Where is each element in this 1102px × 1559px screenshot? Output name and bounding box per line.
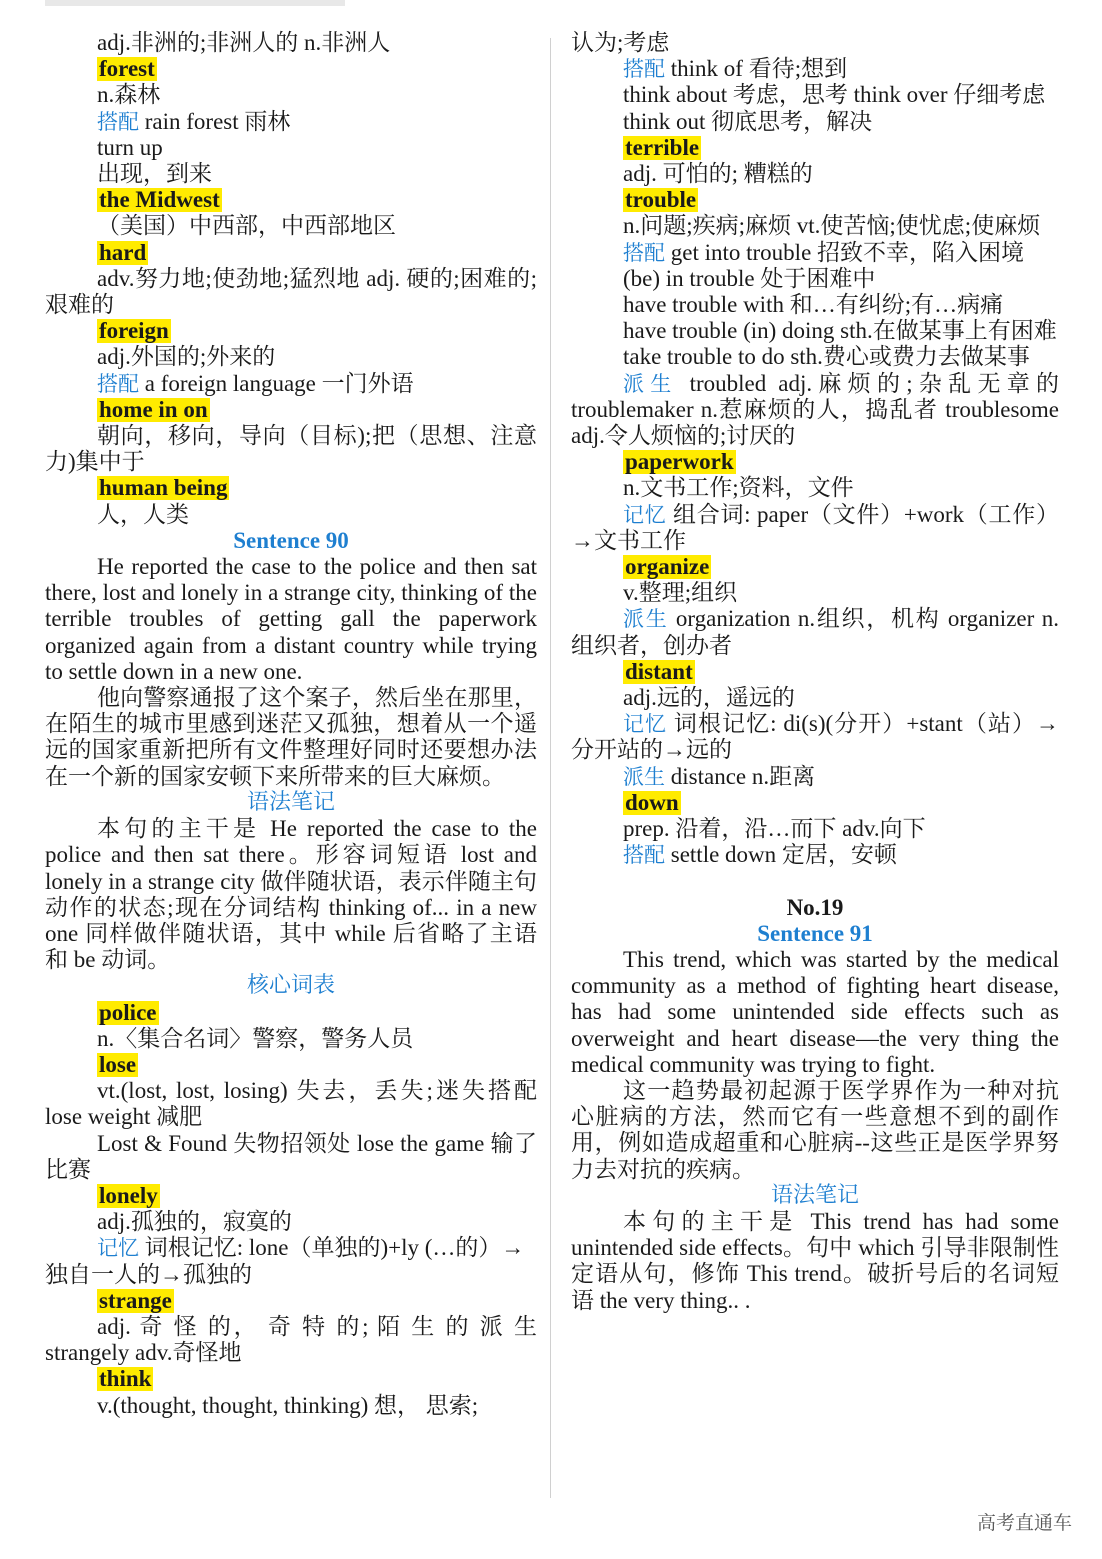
entry-line: adj.孤独的，寂寞的 [97, 1209, 292, 1235]
entry-line: a foreign language 一门外语 [139, 370, 414, 396]
grammar-notes-text: 本句的主干是 This trend has had some unintended side effects。句中 which 引导非限制性定语从句，修饰 This trend。破折号后的名词短语 the very thing.. . [571, 1208, 1059, 1313]
core-vocab-title: 核心词表 [246, 973, 335, 999]
entry-line: get into trouble 招致不幸，陷入困境 [665, 239, 1025, 265]
entry-line: have trouble (in) doing sth.在做某事上有困难 [623, 318, 1057, 344]
sentence-91-english: This trend, which was started by the medical community as a method of fighting heart disease, has had some unintended side effects such as overweight and heart disease—the very thing the medical community was trying to fight. [571, 946, 1059, 1077]
headword-strange: strange [99, 1287, 172, 1313]
cropped-header-strip [45, 0, 345, 6]
label-memory: 记忆 [623, 502, 667, 527]
entry-line: adj.外国的;外来的 [97, 344, 276, 370]
entry-line: distance n.距离 [665, 763, 816, 789]
label-collocation: 搭配 [97, 371, 139, 396]
label-memory: 记忆 [623, 712, 668, 737]
label-collocation: 搭配 [623, 57, 665, 82]
entry-line: n.森林 [97, 82, 161, 108]
entry-line: n.文书工作;资料，文件 [623, 475, 854, 501]
sentence-90-chinese: 他向警察通报了这个案子，然后坐在那里，在陌生的城市里感到迷茫又孤独，想着从一个遥远的国家重新把所有文件整理好同时还要想办法在一个新的国家安顿下来所带来的巨大麻烦。 [45, 685, 537, 789]
headword-terrible: terrible [625, 134, 700, 160]
label-collocation: 搭配 [623, 843, 665, 868]
headword-foreign: foreign [99, 318, 169, 344]
entry-line: turn up [97, 134, 163, 160]
entry-line: think out 彻底思考，解决 [623, 108, 873, 134]
column-divider [550, 38, 551, 1498]
label-collocation: 搭配 [623, 240, 665, 265]
entry-line: 出现，到来 [97, 161, 212, 187]
entry-line: adj.非洲的;非洲人的 n.非洲人 [97, 30, 391, 55]
headword-trouble: trouble [625, 187, 697, 213]
headword-police: police [99, 999, 157, 1025]
entry-line: 词根记忆: di(s)(分开）+stant（站）→分开站的→远的 [571, 711, 1059, 763]
left-column [45, 30, 537, 1419]
headword-home-in-on: home in on [99, 396, 208, 422]
entry-line: 词根记忆: lone（单独的)+ly (…的）→独自一人的→孤独的 [45, 1235, 525, 1287]
entry-line: (be) in trouble 处于困难中 [623, 265, 876, 291]
entry-line: settle down 定居，安顿 [665, 842, 897, 868]
label-collocation: 搭配 [97, 109, 139, 134]
entry-line: （美国）中西部，中西部地区 [97, 213, 396, 239]
entry-line: think of 看待;想到 [665, 56, 848, 82]
grammar-notes-text: 本句的主干是 He reported the case to the police and then sat there。形容词短语 lost and lonely in a strange city 做伴随状语，表示伴随主句动作的状态;现在分词结构 thinking of... in a new one 同样做伴随状语，其中 while 后省略了主语和 be 动词。 [45, 816, 537, 973]
sentence-91-title: Sentence 91 [757, 920, 873, 946]
label-memory: 记忆 [97, 1236, 139, 1261]
headword-the-midwest: the Midwest [99, 187, 220, 213]
entry-line: rain forest 雨林 [139, 108, 291, 134]
label-derivation: 派生 [623, 371, 678, 396]
headword-hard: hard [99, 239, 147, 265]
sentence-90-english: He reported the case to the police and then sat there, lost and lonely in a strange city, thinking of the terrible troubles of getting gall the paperwork organized again from a distant country while trying to settle down in a new one. [45, 554, 537, 684]
entry-line: adj.远的，遥远的 [623, 685, 795, 711]
grammar-notes-title: 语法笔记 [770, 1182, 859, 1208]
entry-line: take trouble to do sth.费心或费力去做某事 [623, 344, 1030, 370]
entry-line: n.〈集合名词〉警察，警务人员 [97, 1025, 414, 1051]
watermark-text: 高考直通车 [976, 1512, 1072, 1534]
right-column [571, 30, 1059, 1314]
headword-distant: distant [625, 658, 693, 684]
sentence-90-title: Sentence 90 [233, 527, 349, 553]
headword-down: down [625, 789, 679, 815]
entry-line: prep. 沿着，沿…而下 adv.向下 [623, 816, 926, 842]
entry-line: 朝向，移向，导向（目标);把（思想、注意力)集中于 [45, 423, 537, 475]
label-derivation: 派生 [623, 764, 665, 789]
entry-line: think about 考虑，思考 think over 仔细考虑 [623, 82, 1046, 108]
entry-line: 认为;考虑 [571, 30, 670, 55]
entry-line: 组合词: paper（文件）+work（工作）→文书工作 [571, 501, 1059, 553]
entry-line: v.(thought, thought, thinking) 想， 思索; [97, 1392, 479, 1418]
headword-lose: lose [99, 1051, 137, 1077]
entry-line: adj. 奇 怪 的， 奇 特 的; 陌 生 的 派 生 strangely adv.奇怪地 [45, 1313, 537, 1366]
sentence-91-chinese: 这一趋势最初起源于医学界作为一种对抗心脏病的方法，然而它有一些意想不到的副作用，例如造成超重和心脏病--这些正是医学界努力去对抗的疾病。 [571, 1077, 1059, 1182]
entry-line: troubled adj.麻烦的;杂乱无章的 troublemaker n.惹麻烦的人，捣乱者 troublesome adj.令人烦恼的;讨厌的 [571, 370, 1060, 449]
entry-line: n.问题;疾病;麻烦 vt.使苦恼;使忧虑;使麻烦 [623, 213, 1041, 239]
entry-line: organization n.组织，机构 organizer n.组织者，创办者 [571, 606, 1059, 658]
unit-number: No.19 [786, 894, 844, 920]
headword-paperwork: paperwork [625, 449, 734, 475]
entry-line: adj. 可怕的; 糟糕的 [623, 161, 813, 187]
entry-line: vt.(lost, lost, losing) 失去，丢失;迷失搭配 lose weight 减肥 [45, 1078, 537, 1130]
entry-line: 人，人类 [97, 501, 189, 527]
grammar-notes-title: 语法笔记 [246, 789, 335, 815]
entry-line: Lost & Found 失物招领处 lose the game 输了比赛 [45, 1130, 537, 1182]
headword-lonely: lonely [99, 1182, 158, 1208]
headword-human-being: human being [99, 475, 228, 501]
entry-line: have trouble with 和…有纠纷;有…病痛 [623, 292, 1004, 318]
headword-organize: organize [625, 554, 710, 580]
headword-forest: forest [99, 56, 155, 82]
headword-think: think [99, 1366, 152, 1392]
entry-line: v.整理;组织 [623, 580, 738, 606]
entry-line: adv.努力地;使劲地;猛烈地 adj. 硬的;困难的;艰难的 [45, 265, 537, 318]
label-derivation: 派生 [623, 607, 669, 632]
